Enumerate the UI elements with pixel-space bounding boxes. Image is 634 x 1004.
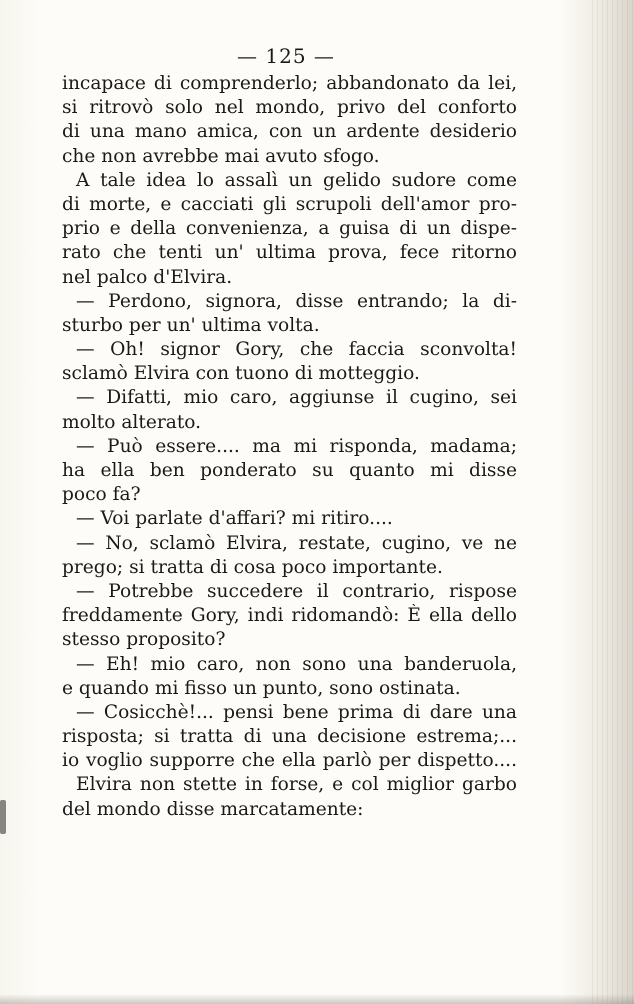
text-line: sturbo per un' ultima volta. [62, 314, 320, 336]
text-line: io voglio supporre che ella parlò per dispetto.... [62, 750, 517, 772]
text-line: — Potrebbe succedere il contrario, rispose [76, 580, 517, 602]
text-line: stesso proposito? [62, 629, 226, 651]
text-line: prio e della convenienza, a guisa di un dispe- [62, 218, 517, 240]
text-line: ha ella ben ponderato su quanto mi disse [62, 460, 517, 481]
text-line: — Perdono, signora, disse entrando; la di- [76, 290, 517, 312]
text-line: che non avrebbe mai avuto sfogo. [62, 145, 380, 167]
text-line: — Può essere.... ma mi risponda, madama; [76, 435, 517, 457]
text-line: Elvira non stette in forse, e col miglior garbo [76, 774, 517, 796]
text-line: — Oh! signor Gory, che faccia sconvolta! [76, 339, 517, 361]
text-line: sclamò Elvira con tuono di motteggio. [62, 363, 420, 385]
text-line: — Voi parlate d'affari? mi ritiro.... [76, 508, 393, 530]
text-line: — Difatti, mio caro, aggiunse il cugino, sei [76, 387, 517, 409]
text-line: — Cosicchè!... pensi bene prima di dare una [76, 701, 517, 723]
text-line: nel palco d'Elvira. [62, 266, 233, 288]
text-line: risposta; si tratta di una decisione estrema;... [62, 726, 517, 748]
text-line: prego; si tratta di cosa poco importante. [62, 556, 443, 578]
text-line: — No, sclamò Elvira, restate, cugino, ve ne [76, 532, 517, 554]
text-line: rato che tenti un' ultima prova, fece ritorno [62, 242, 517, 264]
body-text [62, 72, 517, 822]
text-line: si ritrovò solo nel mondo, privo del conforto [62, 97, 517, 119]
text-line: e quando mi fisso un punto, sono ostinata. [62, 677, 461, 699]
margin-mark [0, 800, 6, 834]
text-line: di morte, e cacciati gli scrupoli dell'amor pro- [62, 193, 517, 215]
page-number: — 125 — [237, 44, 335, 68]
page-bottom-shading [0, 994, 634, 1004]
text-line: freddamente Gory, indi ridomandò: È ella dello [62, 605, 517, 627]
text-line: del mondo disse marcatamente: [62, 798, 364, 820]
text-line: poco fa? [62, 484, 141, 506]
text-line: incapace di comprenderlo; abbandonato da lei, [62, 73, 517, 94]
text-line: — Eh! mio caro, non sono una banderuola, [76, 653, 517, 675]
text-line: molto alterato. [62, 411, 202, 433]
text-line: di una mano amica, con un ardente desiderio [62, 121, 517, 143]
text-line: A tale idea lo assalì un gelido sudore come [76, 169, 517, 191]
page-edge-shading [592, 0, 634, 1004]
